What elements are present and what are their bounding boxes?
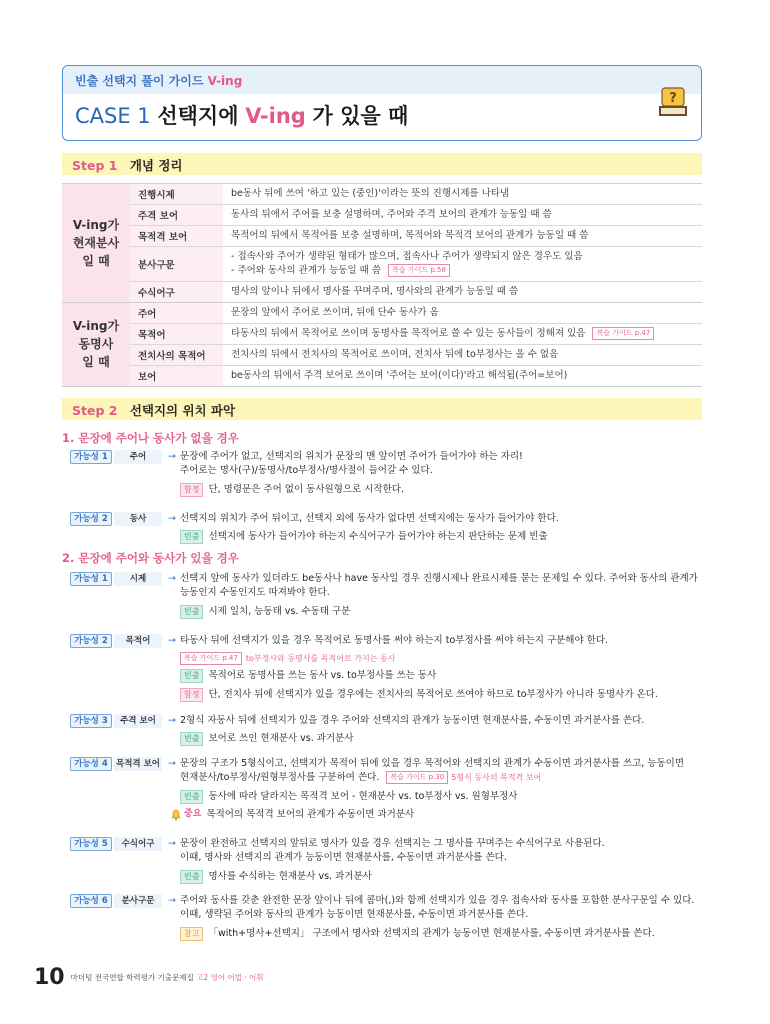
possibility-badge: 가능성 4	[70, 757, 112, 771]
frequent-tag: 빈출	[180, 605, 203, 619]
review-guide-badge: 복습 가이드 p.47	[180, 652, 242, 665]
note-line: 함정 단, 전치사 뒤에 선택지가 있을 경우에는 전치사의 목적어로 쓰여야 하므로 to부정사가 아니라 동명사가 온다.	[70, 688, 702, 702]
concept-row: 목적어 타동사의 뒤에서 목적어로 쓰이며 동명사를 목적어로 쓸 수 있는 동사들이 정해져 있음 복습 가이드 p.47	[130, 324, 702, 345]
note-line: 함정 단, 명령문은 주어 없이 동사원형으로 시작한다.	[70, 483, 702, 497]
trap-tag: 함정	[180, 688, 203, 702]
concept-table	[62, 183, 702, 387]
svg-text:?: ?	[669, 91, 677, 106]
frequent-tag: 빈출	[180, 530, 203, 544]
reference-tag: 참고	[180, 927, 203, 941]
note-line: 참고 「with+명사+선택지」 구조에서 명사와 선택지의 관계가 능동이면 현재분사를, 수동이면 과거분사를 쓴다.	[70, 927, 702, 941]
possibility-badge: 가능성 3	[70, 714, 112, 728]
concept-row: 목적격 보어 목적어의 뒤에서 목적어를 보충 설명하며, 목적어와 목적격 보어의 관계가 능동일 때 씀	[130, 226, 702, 247]
review-guide-badge: 복습 가이드 p.30	[386, 771, 448, 784]
section1-title: 1. 문장에 주어나 동사가 없을 경우	[62, 431, 239, 445]
role-badge: 주어	[114, 450, 162, 464]
group-label: V-ing가 동명사 일 때	[62, 303, 130, 386]
bell-icon	[170, 809, 182, 821]
possibility-item: 가능성 1 시제 → 선택지 앞에 동사가 있더라도 be동사나 have 동사일 경우 진행시제나 완료시제를 묻는 문제일 수 있다. 주어와 동사의 관계가 능동인지 수동인지도 따져봐야 한다. 빈출 시제 일치, 능동태 vs. 수동태 구분	[70, 572, 702, 619]
case-header	[62, 65, 702, 141]
concept-row: 진행시제 be동사 뒤에 쓰여 '하고 있는 (중인)'이라는 뜻의 진행시제를 나타냄	[130, 184, 702, 205]
role-badge: 분사구문	[114, 894, 162, 908]
note-line: 빈출 목적어로 동명사를 쓰는 동사 vs. to부정사를 쓰는 동사	[70, 669, 702, 683]
possibility-item: 가능성 6 분사구문 → 주어와 동사를 갖춘 완전한 문장 앞이나 뒤에 콤마(,)와 함께 선택지가 있을 경우 접속사와 동사를 포함한 분사구문일 수 있다. 이때, 생략된 주어와 동사의 관계가 능동이면 현재분사를, 수동이면 과거분사를 쓴다. 참고 「with+명사+선택지」 구조에서 명사와 선택지의 관계가 능동이면 현재분사를, 수동이면 과거분사를 쓴다.	[70, 894, 702, 941]
possibility-item: 가능성 4 목적격 보어 → 문장의 구조가 5형식이고, 선택지가 목적어 뒤에 있을 경우 목적어와 선택지의 관계가 수동이면 과거분사를 쓰고, 능동이면 현재분사/to부정사/원형부정사를 구분하여 쓴다. 복습 가이드 p.30 5형식 동사의 목적격 보어 빈출 동사에 따라 달라지는 목적격 보어 - 현재분사 vs. to부정사 vs. 원형부정사 중요 목적어의 목적격 보어의 관계가 수동이면 과거분사	[70, 757, 702, 822]
arrow-right-icon: →	[168, 451, 176, 462]
possibility-badge: 가능성 2	[70, 634, 112, 648]
trap-tag: 함정	[180, 483, 203, 497]
arrow-right-icon: →	[168, 513, 176, 524]
possibility-badge: 가능성 1	[70, 450, 112, 464]
arrow-right-icon: →	[168, 758, 176, 769]
frequent-tag: 빈출	[180, 669, 203, 683]
role-badge: 목적격 보어	[115, 759, 160, 769]
review-guide-badge: 복습 가이드 p.58	[388, 264, 450, 277]
possibility-badge: 가능성 5	[70, 837, 112, 851]
guide-subtitle: 빈출 선택지 풀이 가이드 V-ing	[63, 66, 701, 94]
review-guide-badge: 복습 가이드 p.47	[592, 327, 654, 340]
step1-bar: Step 1 개념 정리	[62, 153, 702, 175]
ref-line: 복습 가이드 p.47 to부정사와 동명사를 목적어로 가지는 동사	[70, 652, 702, 665]
arrow-right-icon: →	[168, 635, 176, 646]
possibility-item: 가능성 2 동사 → 선택지의 위치가 주어 뒤이고, 선택지 외에 동사가 없다면 선택지에는 동사가 들어가야 한다. 빈출 선택지에 동사가 들어가야 하는지 수식어구가 들어가야 하는지 판단하는 문제 빈출	[70, 512, 702, 545]
concept-row: 주격 보어 동사의 뒤에서 주어를 보충 설명하며, 주어와 주격 보어의 관계가 능동일 때 씀	[130, 205, 702, 226]
concept-row: 주어 문장의 앞에서 주어로 쓰이며, 뒤에 단수 동사가 옴	[130, 303, 702, 324]
note-line: 빈출 동사에 따라 달라지는 목적격 보어 - 현재분사 vs. to부정사 vs. 원형부정사	[70, 790, 702, 804]
case-label: CASE 1	[75, 104, 151, 128]
page-number: 10	[34, 965, 65, 990]
step2-bar: Step 2 선택지의 위치 파악	[62, 398, 702, 420]
concept-row: 전치사의 목적어 전치사의 뒤에서 전치사의 목적어로 쓰이며, 전치사 뒤에 to부정사는 올 수 없음	[130, 345, 702, 366]
role-badge: 시제	[114, 572, 162, 586]
possibility-item: 가능성 2 목적어 → 타동사 뒤에 선택지가 있을 경우 목적어로 동명사를 써야 하는지 to부정사를 써야 하는지 구분해야 한다. 복습 가이드 p.47 to부정사와 동명사를 목적어로 가지는 동사 빈출 목적어로 동명사를 쓰는 동사 vs. to부정사를 쓰는 동사 함정 단, 전치사 뒤에 선택지가 있을 경우에는 전치사의 목적어로 쓰여야 하므로 to부정사가 아니라 동명사가 온다.	[70, 634, 702, 702]
arrow-right-icon: →	[168, 838, 176, 849]
possibility-badge: 가능성 6	[70, 894, 112, 908]
note-line: 빈출 선택지에 동사가 들어가야 하는지 수식어구가 들어가야 하는지 판단하는 문제 빈출	[70, 530, 702, 544]
frequent-tag: 빈출	[180, 870, 203, 884]
case-title: CASE 1 선택지에 V-ing 가 있을 때	[75, 104, 409, 128]
arrow-right-icon: →	[168, 895, 176, 906]
arrow-right-icon: →	[168, 715, 176, 726]
role-badge: 수식어구	[114, 837, 162, 851]
possibility-badge: 가능성 1	[70, 572, 112, 586]
group-label: V-ing가 현재분사 일 때	[62, 184, 130, 302]
concept-row: 분사구문 - 접속사와 주어가 생략된 형태가 많으며, 접속사나 주어가 생략되지 않은 경우도 있음 - 주어와 동사의 관계가 능동일 때 씀 복습 가이드 p.58	[130, 247, 702, 282]
possibility-badge: 가능성 2	[70, 512, 112, 526]
frequent-tag: 빈출	[180, 790, 203, 804]
question-book-icon	[655, 84, 691, 120]
important-tag: 중요	[170, 808, 201, 822]
note-line: 빈출 보어로 쓰인 현재분사 vs. 과거분사	[70, 732, 702, 746]
possibility-item: 가능성 1 주어 → 문장에 주어가 없고, 선택지의 위치가 문장의 맨 앞이면 주어가 들어가야 하는 자리! 주어로는 명사(구)/동명사/to부정사/명사절이 들어갈 수 있다. 함정 단, 명령문은 주어 없이 동사원형으로 시작한다.	[70, 450, 702, 497]
arrow-right-icon: →	[168, 573, 176, 584]
group-present-participle	[62, 183, 702, 302]
group-gerund	[62, 302, 702, 387]
role-badge: 주격 보어	[114, 714, 162, 728]
frequent-tag: 빈출	[180, 732, 203, 746]
possibility-item: 가능성 3 주격 보어 → 2형식 자동사 뒤에 선택지가 있을 경우 주어와 선택지의 관계가 능동이면 현재분사를, 수동이면 과거분사를 쓴다. 빈출 보어로 쓰인 현재분사 vs. 과거분사	[70, 714, 702, 747]
role-badge: 목적어	[114, 634, 162, 648]
note-line: 빈출 시제 일치, 능동태 vs. 수동태 구분	[70, 605, 702, 619]
concept-row: 수식어구 명사의 앞이나 뒤에서 명사를 꾸며주며, 명사와의 관계가 능동일 때 씀	[130, 282, 702, 302]
note-line: 중요 목적어의 목적격 보어의 관계가 수동이면 과거분사	[70, 808, 702, 822]
section2-title: 2. 문장에 주어와 동사가 있을 경우	[62, 551, 239, 565]
note-line: 빈출 명사를 수식하는 현재분사 vs. 과거분사	[70, 870, 702, 884]
possibility-item: 가능성 5 수식어구 → 문장이 완전하고 선택지의 앞뒤로 명사가 있을 경우 선택지는 그 명사를 꾸며주는 수식어구로 사용된다. 이때, 명사와 선택지의 관계가 능동이면 현재분사를, 수동이면 과거분사를 쓴다. 빈출 명사를 수식하는 현재분사 vs. 과거분사	[70, 837, 702, 884]
page-footer: 10 마더텅 전국연합 학력평가 기출문제집 고2 영어 어법 · 어휘	[34, 965, 264, 990]
concept-row: 보어 be동사의 뒤에서 주격 보어로 쓰이며 '주어는 보어(이다)'라고 해석됨(주어=보어)	[130, 366, 702, 386]
role-badge: 동사	[114, 512, 162, 526]
